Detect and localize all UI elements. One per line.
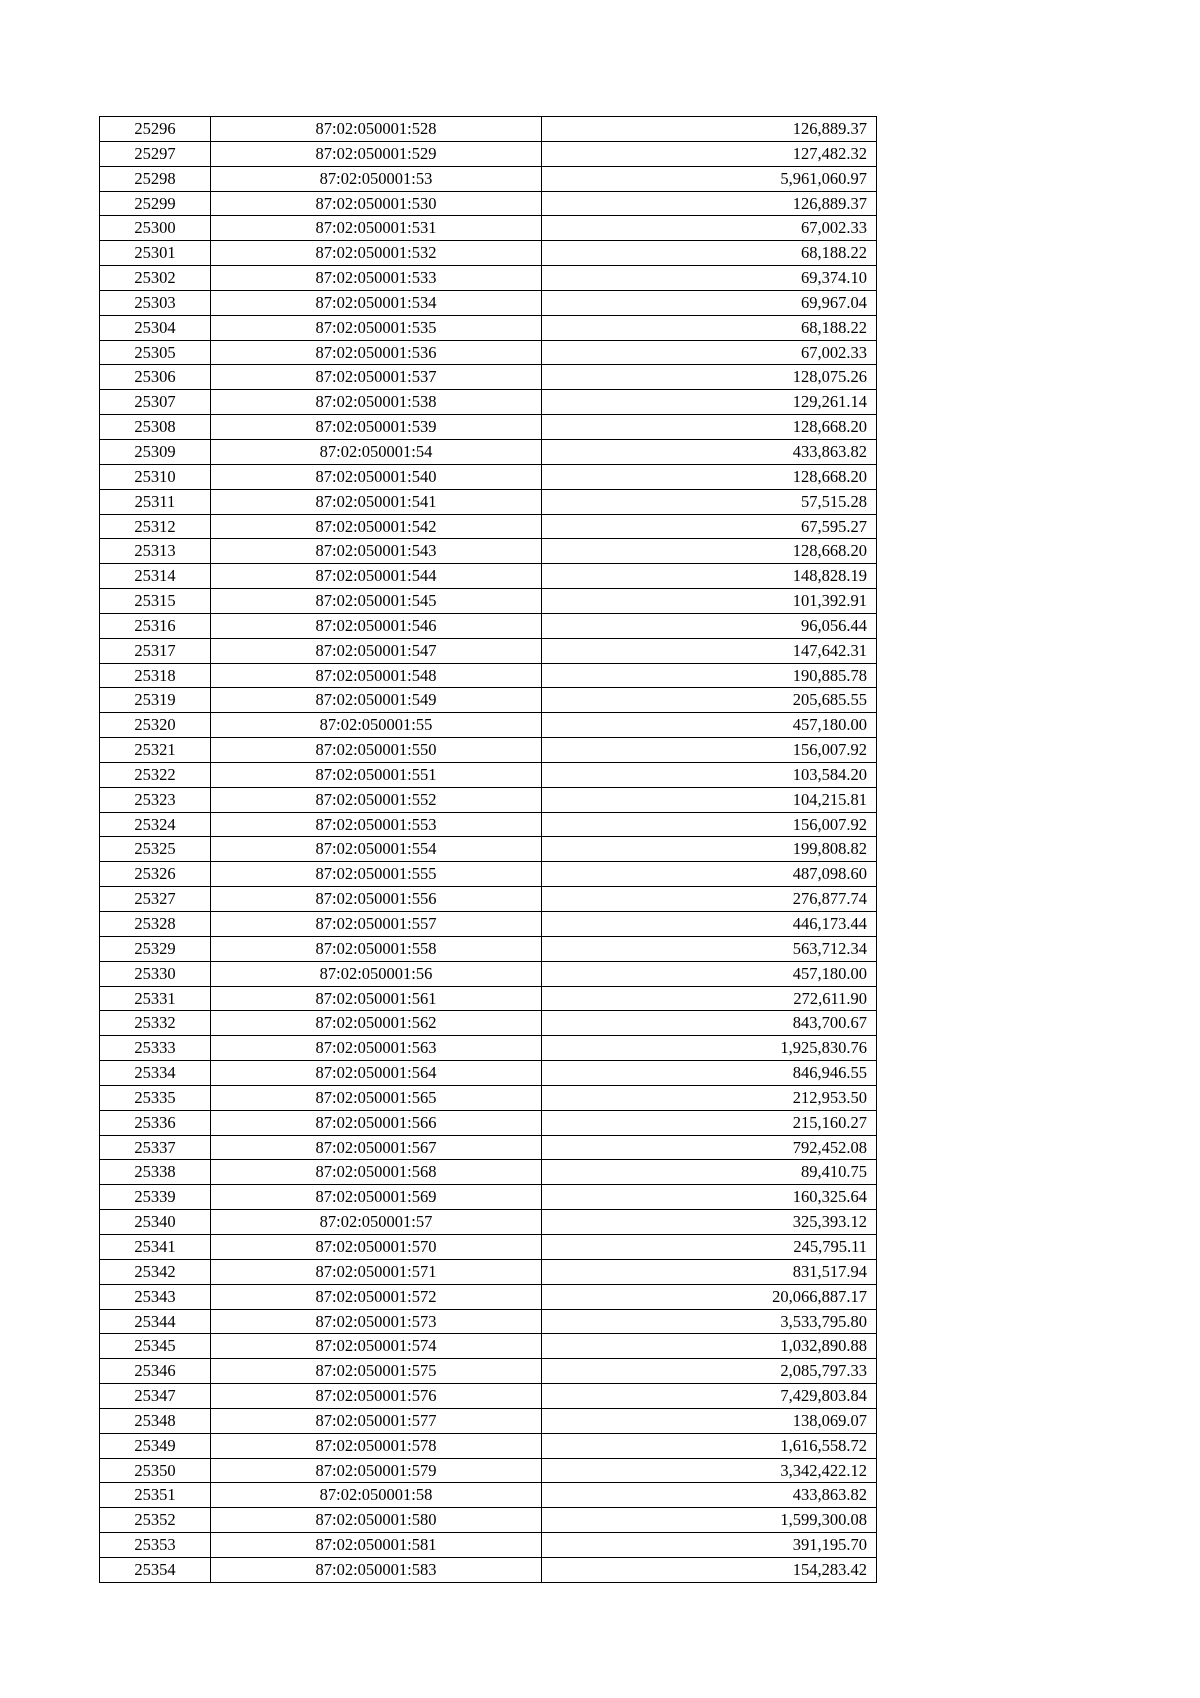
row-number-cell: 25315	[100, 589, 211, 614]
table-row	[100, 713, 877, 738]
table-row	[100, 986, 877, 1011]
cadastral-number-cell: 87:02:050001:575	[211, 1359, 542, 1384]
table-row	[100, 1085, 877, 1110]
value-cell: 563,712.34	[542, 936, 877, 961]
table-row	[100, 1408, 877, 1433]
row-number-cell: 25346	[100, 1359, 211, 1384]
table-row	[100, 1160, 877, 1185]
value-cell: 215,160.27	[542, 1110, 877, 1135]
table-row	[100, 1110, 877, 1135]
cadastral-number-cell: 87:02:050001:544	[211, 564, 542, 589]
value-cell: 457,180.00	[542, 713, 877, 738]
row-number-cell: 25310	[100, 464, 211, 489]
table-row	[100, 787, 877, 812]
row-number-cell: 25325	[100, 837, 211, 862]
row-number-cell: 25337	[100, 1135, 211, 1160]
cadastral-number-cell: 87:02:050001:531	[211, 216, 542, 241]
row-number-cell: 25316	[100, 613, 211, 638]
table-row	[100, 266, 877, 291]
value-cell: 69,967.04	[542, 290, 877, 315]
row-number-cell: 25313	[100, 539, 211, 564]
cadastral-number-cell: 87:02:050001:536	[211, 340, 542, 365]
row-number-cell: 25331	[100, 986, 211, 1011]
cadastral-number-cell: 87:02:050001:557	[211, 912, 542, 937]
table-row	[100, 564, 877, 589]
cadastral-number-cell: 87:02:050001:552	[211, 787, 542, 812]
table-row	[100, 862, 877, 887]
value-cell: 391,195.70	[542, 1533, 877, 1558]
value-cell: 843,700.67	[542, 1011, 877, 1036]
cadastral-number-cell: 87:02:050001:556	[211, 887, 542, 912]
table-row	[100, 1234, 877, 1259]
row-number-cell: 25323	[100, 787, 211, 812]
cadastral-number-cell: 87:02:050001:553	[211, 812, 542, 837]
cadastral-number-cell: 87:02:050001:564	[211, 1061, 542, 1086]
value-cell: 2,085,797.33	[542, 1359, 877, 1384]
row-number-cell: 25304	[100, 315, 211, 340]
row-number-cell: 25338	[100, 1160, 211, 1185]
row-number-cell: 25345	[100, 1334, 211, 1359]
value-cell: 3,342,422.12	[542, 1458, 877, 1483]
value-cell: 1,616,558.72	[542, 1433, 877, 1458]
row-number-cell: 25299	[100, 191, 211, 216]
table-row	[100, 365, 877, 390]
cadastral-number-cell: 87:02:050001:54	[211, 439, 542, 464]
cadastral-number-cell: 87:02:050001:562	[211, 1011, 542, 1036]
value-cell: 846,946.55	[542, 1061, 877, 1086]
row-number-cell: 25341	[100, 1234, 211, 1259]
table-row	[100, 514, 877, 539]
value-cell: 103,584.20	[542, 762, 877, 787]
cadastral-number-cell: 87:02:050001:548	[211, 663, 542, 688]
row-number-cell: 25328	[100, 912, 211, 937]
row-number-cell: 25322	[100, 762, 211, 787]
row-number-cell: 25312	[100, 514, 211, 539]
table-row	[100, 1483, 877, 1508]
cadastral-number-cell: 87:02:050001:551	[211, 762, 542, 787]
cadastral-number-cell: 87:02:050001:570	[211, 1234, 542, 1259]
table-row	[100, 191, 877, 216]
table-row	[100, 1458, 877, 1483]
row-number-cell: 25320	[100, 713, 211, 738]
table-row	[100, 117, 877, 142]
value-cell: 160,325.64	[542, 1185, 877, 1210]
row-number-cell: 25350	[100, 1458, 211, 1483]
cadastral-number-cell: 87:02:050001:535	[211, 315, 542, 340]
table-row	[100, 762, 877, 787]
table-row	[100, 290, 877, 315]
row-number-cell: 25354	[100, 1557, 211, 1582]
table-row	[100, 415, 877, 440]
cadastral-number-cell: 87:02:050001:542	[211, 514, 542, 539]
table-body	[100, 117, 877, 1583]
value-cell: 325,393.12	[542, 1210, 877, 1235]
value-cell: 68,188.22	[542, 315, 877, 340]
cadastral-number-cell: 87:02:050001:540	[211, 464, 542, 489]
value-cell: 96,056.44	[542, 613, 877, 638]
row-number-cell: 25329	[100, 936, 211, 961]
row-number-cell: 25306	[100, 365, 211, 390]
row-number-cell: 25298	[100, 166, 211, 191]
table-row	[100, 1284, 877, 1309]
row-number-cell: 25300	[100, 216, 211, 241]
value-cell: 128,668.20	[542, 415, 877, 440]
cadastral-number-cell: 87:02:050001:529	[211, 141, 542, 166]
value-cell: 7,429,803.84	[542, 1384, 877, 1409]
value-cell: 67,002.33	[542, 216, 877, 241]
cadastral-number-cell: 87:02:050001:569	[211, 1185, 542, 1210]
row-number-cell: 25343	[100, 1284, 211, 1309]
value-cell: 128,668.20	[542, 464, 877, 489]
table-row	[100, 688, 877, 713]
value-cell: 154,283.42	[542, 1557, 877, 1582]
value-cell: 148,828.19	[542, 564, 877, 589]
table-row	[100, 1135, 877, 1160]
value-cell: 67,595.27	[542, 514, 877, 539]
row-number-cell: 25349	[100, 1433, 211, 1458]
cadastral-number-cell: 87:02:050001:546	[211, 613, 542, 638]
cadastral-number-cell: 87:02:050001:545	[211, 589, 542, 614]
cadastral-number-cell: 87:02:050001:539	[211, 415, 542, 440]
row-number-cell: 25340	[100, 1210, 211, 1235]
table-row	[100, 1533, 877, 1558]
cadastral-number-cell: 87:02:050001:530	[211, 191, 542, 216]
table-row	[100, 1557, 877, 1582]
value-cell: 147,642.31	[542, 638, 877, 663]
value-cell: 245,795.11	[542, 1234, 877, 1259]
row-number-cell: 25296	[100, 117, 211, 142]
table-row	[100, 1185, 877, 1210]
table-row	[100, 166, 877, 191]
row-number-cell: 25332	[100, 1011, 211, 1036]
row-number-cell: 25309	[100, 439, 211, 464]
row-number-cell: 25317	[100, 638, 211, 663]
table-row	[100, 241, 877, 266]
table-row	[100, 1061, 877, 1086]
value-cell: 126,889.37	[542, 117, 877, 142]
cadastral-number-cell: 87:02:050001:571	[211, 1259, 542, 1284]
row-number-cell: 25348	[100, 1408, 211, 1433]
row-number-cell: 25334	[100, 1061, 211, 1086]
cadastral-number-cell: 87:02:050001:574	[211, 1334, 542, 1359]
cadastral-number-cell: 87:02:050001:528	[211, 117, 542, 142]
table-row	[100, 390, 877, 415]
value-cell: 487,098.60	[542, 862, 877, 887]
table-row	[100, 1508, 877, 1533]
table-row	[100, 613, 877, 638]
value-cell: 67,002.33	[542, 340, 877, 365]
cadastral-number-cell: 87:02:050001:563	[211, 1036, 542, 1061]
row-number-cell: 25324	[100, 812, 211, 837]
table-row	[100, 663, 877, 688]
table-row	[100, 887, 877, 912]
table-row	[100, 489, 877, 514]
value-cell: 831,517.94	[542, 1259, 877, 1284]
cadastral-number-cell: 87:02:050001:58	[211, 1483, 542, 1508]
row-number-cell: 25303	[100, 290, 211, 315]
value-cell: 1,032,890.88	[542, 1334, 877, 1359]
table-row	[100, 1309, 877, 1334]
table-row	[100, 1011, 877, 1036]
row-number-cell: 25302	[100, 266, 211, 291]
table-row	[100, 315, 877, 340]
value-cell: 156,007.92	[542, 738, 877, 763]
value-cell: 68,188.22	[542, 241, 877, 266]
row-number-cell: 25351	[100, 1483, 211, 1508]
cadastral-number-cell: 87:02:050001:576	[211, 1384, 542, 1409]
value-cell: 129,261.14	[542, 390, 877, 415]
value-cell: 156,007.92	[542, 812, 877, 837]
row-number-cell: 25326	[100, 862, 211, 887]
table-row	[100, 812, 877, 837]
table-row	[100, 340, 877, 365]
table-row	[100, 738, 877, 763]
row-number-cell: 25305	[100, 340, 211, 365]
value-cell: 138,069.07	[542, 1408, 877, 1433]
table-row	[100, 936, 877, 961]
cadastral-number-cell: 87:02:050001:567	[211, 1135, 542, 1160]
row-number-cell: 25353	[100, 1533, 211, 1558]
cadastral-number-cell: 87:02:050001:566	[211, 1110, 542, 1135]
cadastral-number-cell: 87:02:050001:534	[211, 290, 542, 315]
value-cell: 205,685.55	[542, 688, 877, 713]
cadastral-number-cell: 87:02:050001:547	[211, 638, 542, 663]
document-page	[99, 116, 876, 1583]
cadastral-number-cell: 87:02:050001:56	[211, 961, 542, 986]
value-cell: 101,392.91	[542, 589, 877, 614]
value-cell: 57,515.28	[542, 489, 877, 514]
row-number-cell: 25308	[100, 415, 211, 440]
cadastral-number-cell: 87:02:050001:578	[211, 1433, 542, 1458]
cadastral-number-cell: 87:02:050001:573	[211, 1309, 542, 1334]
table-row	[100, 1334, 877, 1359]
row-number-cell: 25301	[100, 241, 211, 266]
row-number-cell: 25339	[100, 1185, 211, 1210]
row-number-cell: 25344	[100, 1309, 211, 1334]
value-cell: 457,180.00	[542, 961, 877, 986]
table-row	[100, 1384, 877, 1409]
cadastral-number-cell: 87:02:050001:577	[211, 1408, 542, 1433]
table-row	[100, 1433, 877, 1458]
table-row	[100, 912, 877, 937]
cadastral-number-cell: 87:02:050001:555	[211, 862, 542, 887]
row-number-cell: 25311	[100, 489, 211, 514]
value-cell: 276,877.74	[542, 887, 877, 912]
row-number-cell: 25318	[100, 663, 211, 688]
cadastral-number-cell: 87:02:050001:550	[211, 738, 542, 763]
row-number-cell: 25347	[100, 1384, 211, 1409]
value-cell: 433,863.82	[542, 1483, 877, 1508]
table-row	[100, 1210, 877, 1235]
cadastral-number-cell: 87:02:050001:558	[211, 936, 542, 961]
value-cell: 3,533,795.80	[542, 1309, 877, 1334]
cadastral-number-cell: 87:02:050001:55	[211, 713, 542, 738]
table-row	[100, 1259, 877, 1284]
row-number-cell: 25335	[100, 1085, 211, 1110]
row-number-cell: 25333	[100, 1036, 211, 1061]
table-row	[100, 1359, 877, 1384]
value-cell: 1,925,830.76	[542, 1036, 877, 1061]
value-cell: 20,066,887.17	[542, 1284, 877, 1309]
cadastral-number-cell: 87:02:050001:568	[211, 1160, 542, 1185]
cadastral-number-cell: 87:02:050001:572	[211, 1284, 542, 1309]
value-cell: 89,410.75	[542, 1160, 877, 1185]
value-cell: 128,075.26	[542, 365, 877, 390]
table-row	[100, 1036, 877, 1061]
value-cell: 69,374.10	[542, 266, 877, 291]
value-cell: 1,599,300.08	[542, 1508, 877, 1533]
row-number-cell: 25297	[100, 141, 211, 166]
table-row	[100, 464, 877, 489]
row-number-cell: 25352	[100, 1508, 211, 1533]
value-cell: 126,889.37	[542, 191, 877, 216]
cadastral-number-cell: 87:02:050001:581	[211, 1533, 542, 1558]
cadastral-number-cell: 87:02:050001:541	[211, 489, 542, 514]
value-cell: 272,611.90	[542, 986, 877, 1011]
cadastral-number-cell: 87:02:050001:549	[211, 688, 542, 713]
cadastral-value-table	[99, 116, 877, 1583]
table-row	[100, 141, 877, 166]
value-cell: 127,482.32	[542, 141, 877, 166]
table-row	[100, 439, 877, 464]
value-cell: 104,215.81	[542, 787, 877, 812]
value-cell: 190,885.78	[542, 663, 877, 688]
table-row	[100, 837, 877, 862]
row-number-cell: 25342	[100, 1259, 211, 1284]
row-number-cell: 25319	[100, 688, 211, 713]
value-cell: 5,961,060.97	[542, 166, 877, 191]
cadastral-number-cell: 87:02:050001:554	[211, 837, 542, 862]
cadastral-number-cell: 87:02:050001:533	[211, 266, 542, 291]
cadastral-number-cell: 87:02:050001:537	[211, 365, 542, 390]
table-row	[100, 589, 877, 614]
table-row	[100, 539, 877, 564]
value-cell: 199,808.82	[542, 837, 877, 862]
value-cell: 433,863.82	[542, 439, 877, 464]
cadastral-number-cell: 87:02:050001:538	[211, 390, 542, 415]
value-cell: 128,668.20	[542, 539, 877, 564]
cadastral-number-cell: 87:02:050001:561	[211, 986, 542, 1011]
cadastral-number-cell: 87:02:050001:579	[211, 1458, 542, 1483]
table-row	[100, 638, 877, 663]
row-number-cell: 25330	[100, 961, 211, 986]
value-cell: 212,953.50	[542, 1085, 877, 1110]
value-cell: 446,173.44	[542, 912, 877, 937]
cadastral-number-cell: 87:02:050001:580	[211, 1508, 542, 1533]
cadastral-number-cell: 87:02:050001:53	[211, 166, 542, 191]
table-row	[100, 961, 877, 986]
cadastral-number-cell: 87:02:050001:57	[211, 1210, 542, 1235]
row-number-cell: 25336	[100, 1110, 211, 1135]
cadastral-number-cell: 87:02:050001:532	[211, 241, 542, 266]
row-number-cell: 25321	[100, 738, 211, 763]
row-number-cell: 25314	[100, 564, 211, 589]
cadastral-number-cell: 87:02:050001:583	[211, 1557, 542, 1582]
cadastral-number-cell: 87:02:050001:543	[211, 539, 542, 564]
row-number-cell: 25327	[100, 887, 211, 912]
table-row	[100, 216, 877, 241]
value-cell: 792,452.08	[542, 1135, 877, 1160]
cadastral-number-cell: 87:02:050001:565	[211, 1085, 542, 1110]
row-number-cell: 25307	[100, 390, 211, 415]
